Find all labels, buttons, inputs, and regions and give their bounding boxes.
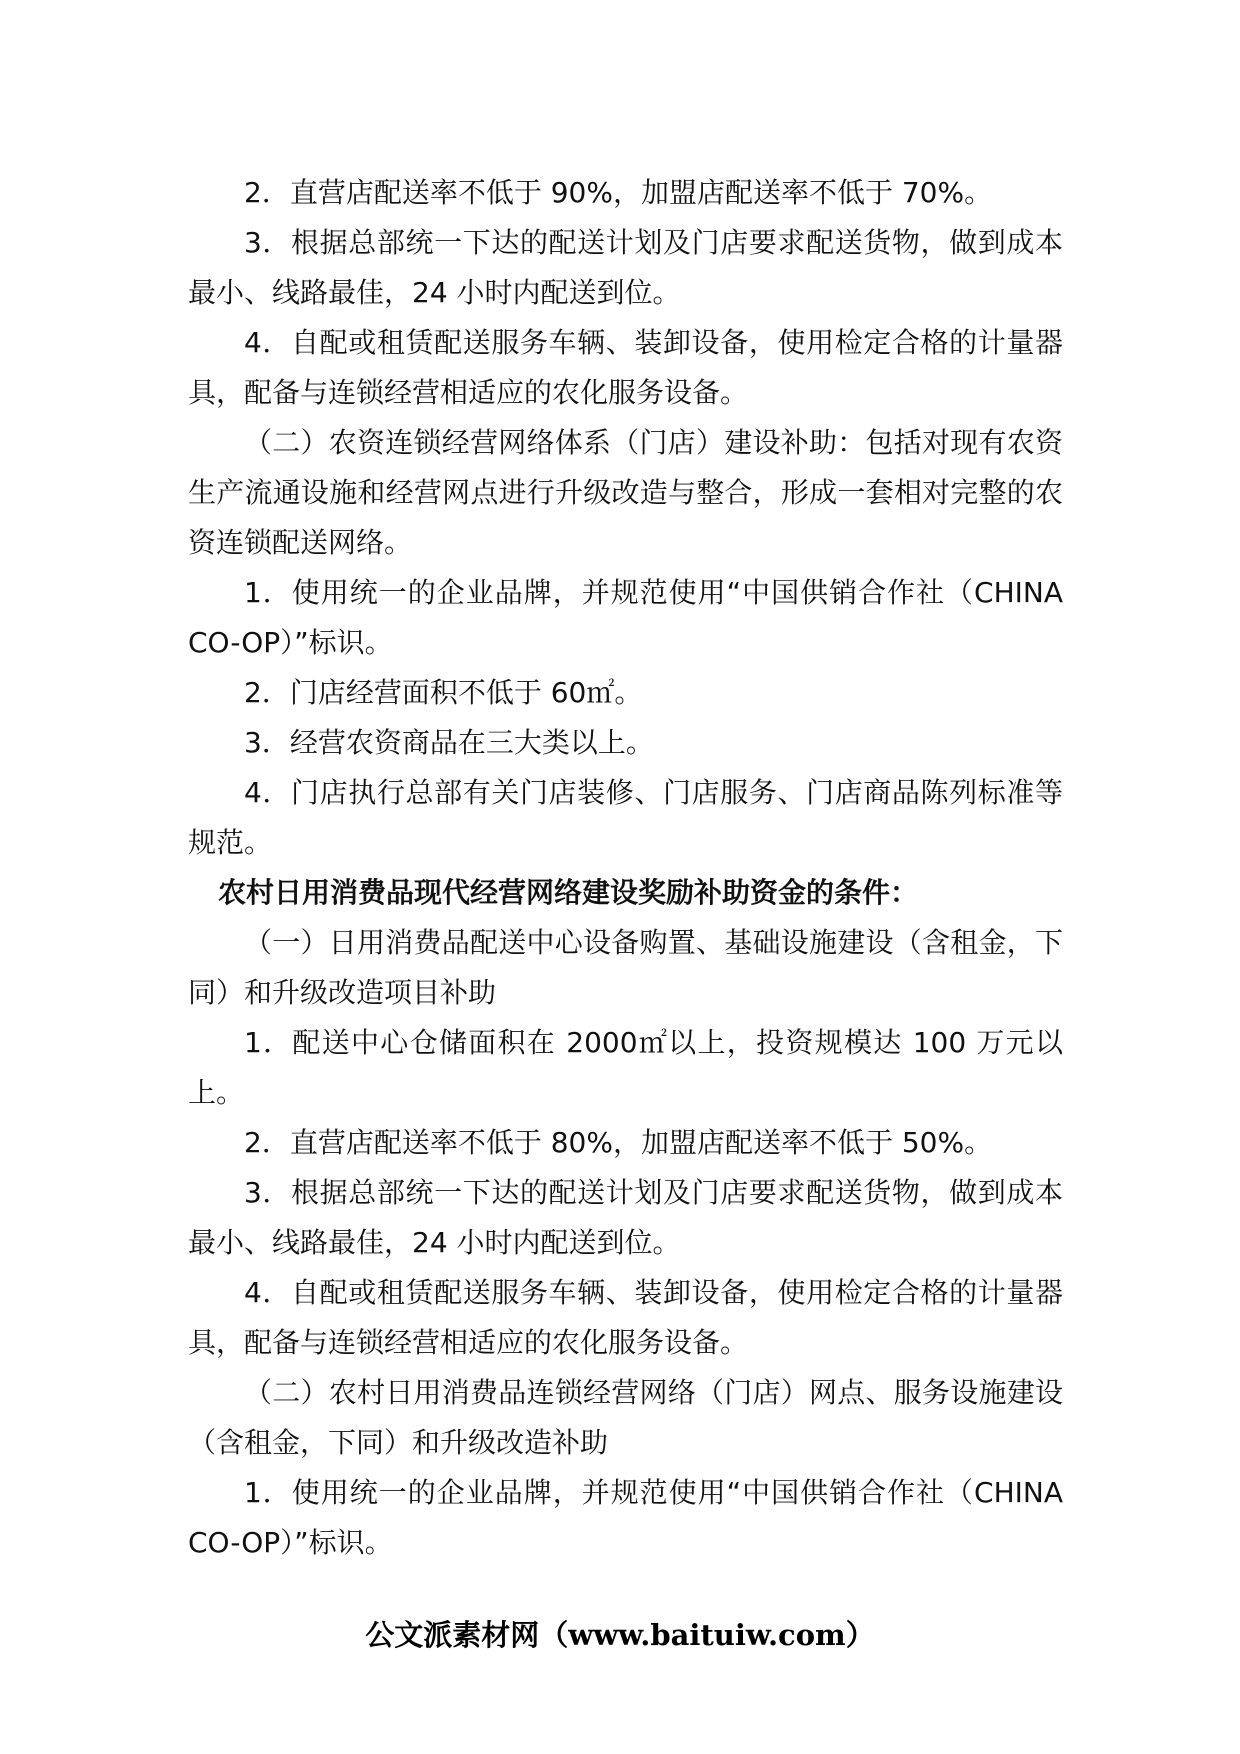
paragraph: 4．自配或租赁配送服务车辆、装卸设备，使用检定合格的计量器具，配备与连锁经营相适应的农化服务设备。 bbox=[188, 326, 1063, 409]
paragraph: 4．门店执行总部有关门店装修、门店服务、门店商品陈列标准等规范。 bbox=[188, 776, 1063, 859]
paragraph: （二）农村日用消费品连锁经营网络（门店）网点、服务设施建设（含租金，下同）和升级改造补助 bbox=[188, 1376, 1063, 1459]
document-body bbox=[188, 168, 1063, 1568]
paragraph: （一）日用消费品配送中心设备购置、基础设施建设（含租金，下同）和升级改造项目补助 bbox=[188, 926, 1063, 1009]
paragraph: 3．根据总部统一下达的配送计划及门店要求配送货物，做到成本最小、线路最佳，24 小时内配送到位。 bbox=[188, 1176, 1063, 1259]
paragraph: 3．根据总部统一下达的配送计划及门店要求配送货物，做到成本最小、线路最佳，24 小时内配送到位。 bbox=[188, 226, 1063, 309]
paragraph: 2．直营店配送率不低于 90%，加盟店配送率不低于 70%。 bbox=[244, 176, 993, 209]
paragraph: （二）农资连锁经营网络体系（门店）建设补助：包括对现有农资生产流通设施和经营网点进行升级改造与整合，形成一套相对完整的农资连锁配送网络。 bbox=[188, 426, 1063, 559]
paragraph: 1．使用统一的企业品牌，并规范使用“中国供销合作社（CHINA CO-OP）”标识。 bbox=[188, 576, 1063, 659]
footer-watermark: 公文派素材网（www.baituiw.com） bbox=[365, 1618, 875, 1652]
paragraph: 2．直营店配送率不低于 80%，加盟店配送率不低于 50%。 bbox=[244, 1126, 993, 1159]
paragraph: 1．使用统一的企业品牌，并规范使用“中国供销合作社（CHINA CO-OP）”标识。 bbox=[188, 1476, 1063, 1559]
paragraph: 3．经营农资商品在三大类以上。 bbox=[244, 726, 654, 759]
section-heading: 农村日用消费品现代经营网络建设奖励补助资金的条件： bbox=[218, 876, 919, 909]
paragraph: 1．配送中心仓储面积在 2000㎡以上，投资规模达 100 万元以上。 bbox=[188, 1026, 1063, 1109]
paragraph: 2．门店经营面积不低于 60㎡。 bbox=[244, 676, 643, 709]
paragraph: 4．自配或租赁配送服务车辆、装卸设备，使用检定合格的计量器具，配备与连锁经营相适应的农化服务设备。 bbox=[188, 1276, 1063, 1359]
